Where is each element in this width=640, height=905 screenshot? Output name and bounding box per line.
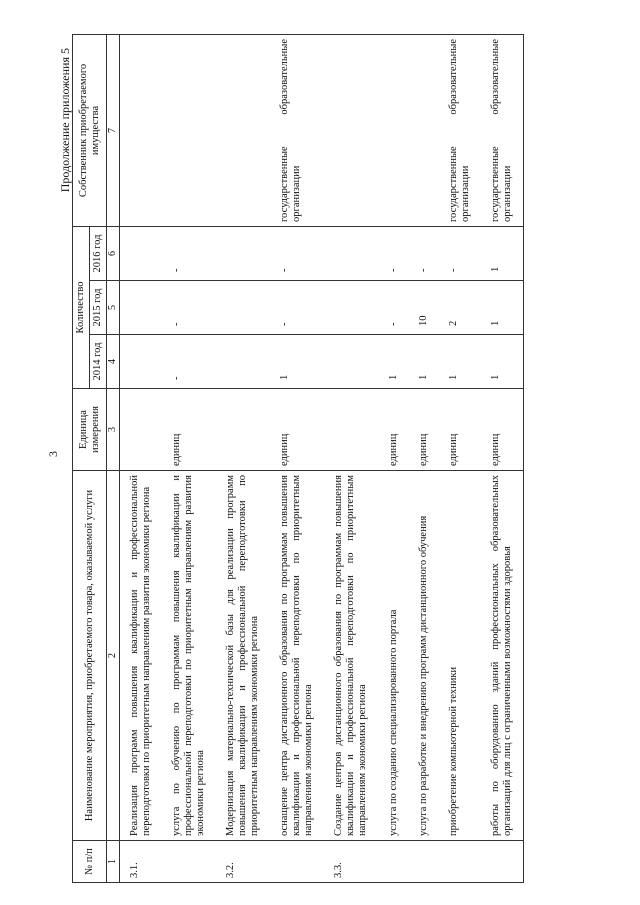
row-qty-2016: - — [162, 226, 216, 280]
row-number — [162, 841, 216, 883]
header-num: № п/п — [73, 841, 107, 883]
row-qty-2014: 1 — [481, 335, 524, 389]
table-row — [379, 34, 409, 882]
row-owner — [409, 34, 439, 226]
table-row — [119, 34, 162, 882]
column-index: 4 — [107, 335, 120, 389]
table-row — [216, 34, 270, 882]
header-2016: 2016 год — [90, 226, 107, 280]
row-unit — [119, 389, 162, 471]
row-qty-2014: 1 — [439, 335, 481, 389]
row-qty-2014 — [216, 335, 270, 389]
column-index: 5 — [107, 281, 120, 335]
row-unit: единиц — [270, 389, 324, 471]
row-qty-2014: - — [162, 335, 216, 389]
row-owner — [216, 34, 270, 226]
row-number — [379, 841, 409, 883]
row-owner: государственные образовательные организации — [439, 34, 481, 226]
row-qty-2015 — [324, 281, 378, 335]
row-name: услуга по обучению по программам повышения квалификации и профессиональной переподготовки по приоритетным направлениям развития экономики региона — [162, 471, 216, 841]
row-unit: единиц — [162, 389, 216, 471]
column-index: 3 — [107, 389, 120, 471]
row-qty-2014: 1 — [409, 335, 439, 389]
row-number — [270, 841, 324, 883]
row-qty-2016: 1 — [481, 226, 524, 280]
row-qty-2015: - — [162, 281, 216, 335]
row-unit: единиц — [481, 389, 524, 471]
header-quantity: Количество — [73, 226, 90, 388]
row-owner — [324, 34, 378, 226]
header-name: Наименование мероприятия, приобретаемого товара, оказываемой услуги — [73, 471, 107, 841]
row-qty-2014: 1 — [379, 335, 409, 389]
column-index: 2 — [107, 471, 120, 841]
row-qty-2016 — [216, 226, 270, 280]
row-unit — [216, 389, 270, 471]
row-number: 3.3. — [324, 841, 378, 883]
header-2014: 2014 год — [90, 335, 107, 389]
table-row — [439, 34, 481, 882]
row-owner: государственные образовательные организации — [481, 34, 524, 226]
row-unit — [324, 389, 378, 471]
row-name: оснащение центра дистанционного образования по программам повышения квалификации и профессиональной переподготовки по приоритетным направлениям экономики региона — [270, 471, 324, 841]
column-index-row — [107, 34, 120, 882]
row-number: 3.2. — [216, 841, 270, 883]
row-qty-2016: - — [439, 226, 481, 280]
column-index: 7 — [107, 34, 120, 226]
row-qty-2015: 2 — [439, 281, 481, 335]
row-qty-2016 — [119, 226, 162, 280]
row-qty-2015: - — [270, 281, 324, 335]
row-owner — [162, 34, 216, 226]
row-unit: единиц — [379, 389, 409, 471]
continuation-label: Продолжение приложения 5 — [58, 48, 72, 193]
row-owner — [119, 34, 162, 226]
row-number — [409, 841, 439, 883]
row-owner: государственные образовательные организации — [270, 34, 324, 226]
row-number — [439, 841, 481, 883]
column-index: 6 — [107, 226, 120, 280]
row-unit: единиц — [439, 389, 481, 471]
header-owner: Собственник приобретаемого имущества — [73, 34, 107, 226]
table-row — [162, 34, 216, 882]
table-row — [270, 34, 324, 882]
row-name: Модернизация материально-технической базы для реализации программ повышения квалификации и профессиональной переподготовки по приоритетным направлениям экономики региона — [216, 471, 270, 841]
row-number: 3.1. — [119, 841, 162, 883]
header-2015: 2015 год — [90, 281, 107, 335]
row-number — [481, 841, 524, 883]
row-qty-2016: - — [379, 226, 409, 280]
page-number: 3 — [46, 451, 60, 457]
row-name: приобретение компьютерной техники — [439, 471, 481, 841]
row-name: услуга по созданию специализированного портала — [379, 471, 409, 841]
header-unit: Единица измерения — [73, 389, 107, 471]
row-owner — [379, 34, 409, 226]
row-qty-2015 — [216, 281, 270, 335]
row-name: услуга по разработке и внедрению программ дистанционного обучения — [409, 471, 439, 841]
column-index: 1 — [107, 841, 120, 883]
row-qty-2014: 1 — [270, 335, 324, 389]
table-row — [324, 34, 378, 882]
row-qty-2015 — [119, 281, 162, 335]
row-qty-2016 — [324, 226, 378, 280]
row-qty-2014 — [324, 335, 378, 389]
appendix-table — [72, 34, 524, 883]
table-row — [481, 34, 524, 882]
row-qty-2016: - — [409, 226, 439, 280]
row-qty-2015: 10 — [409, 281, 439, 335]
row-name: работы по оборудованию зданий профессиональных образовательных организаций для лиц с ограниченными возможностями здоровья — [481, 471, 524, 841]
row-qty-2015: 1 — [481, 281, 524, 335]
row-qty-2014 — [119, 335, 162, 389]
row-qty-2016: - — [270, 226, 324, 280]
row-name: Реализация программ повышения квалификации и профессиональной переподготовки по приоритетным направлениям развития экономики региона — [119, 471, 162, 841]
row-name: Создание центров дистанционного образования по программам повышения квалификации и профессиональной переподготовки по приоритетным направлениям экономики региона — [324, 471, 378, 841]
row-qty-2015: - — [379, 281, 409, 335]
table-row — [409, 34, 439, 882]
row-unit: единиц — [409, 389, 439, 471]
